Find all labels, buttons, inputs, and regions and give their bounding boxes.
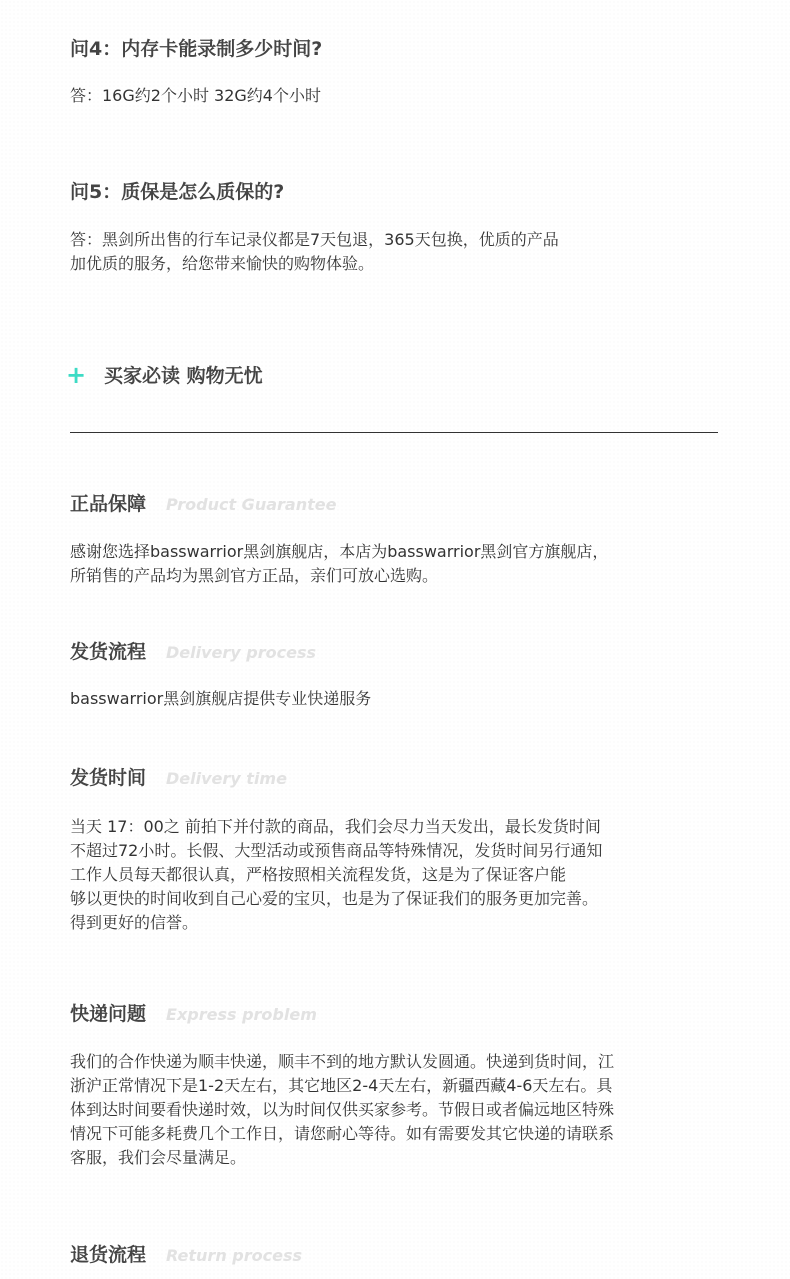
answer-line: 加优质的服务，给您带来愉快的购物体验。	[70, 254, 375, 273]
divider	[70, 432, 718, 433]
section-subtitle: Express problem	[166, 1005, 317, 1024]
body-line: 当天 17：00之 前拍下并付款的商品，我们会尽力当天发出，最长发货时间	[70, 817, 601, 836]
section-body-express-problem	[70, 1050, 614, 1170]
body-line: 所销售的产品均为黑剑官方正品，亲们可放心选购。	[70, 566, 439, 585]
body-line: 客服，我们会尽量满足。	[70, 1148, 247, 1167]
body-line: 情况下可能多耗费几个工作日，请您耐心等待。如有需要发其它快递的请联系	[70, 1124, 615, 1143]
section-header-delivery-process	[70, 637, 316, 664]
section-header-delivery-time	[70, 763, 287, 790]
section-title: 快递问题	[70, 1003, 147, 1025]
section-body-delivery-process	[70, 687, 371, 711]
faq-question-5: 问5：质保是怎么质保的?	[70, 181, 285, 203]
buyer-notice-banner	[66, 361, 263, 388]
section-header-product-guarantee	[70, 489, 336, 516]
section-body-product-guarantee	[70, 540, 608, 588]
body-line: 我们的合作快递为顺丰快递，顺丰不到的地方默认发圆通。快递到货时间，江	[70, 1052, 615, 1071]
banner-title: 买家必读 购物无忧	[104, 365, 263, 387]
body-line: 得到更好的信誉。	[70, 913, 199, 932]
section-subtitle: Return process	[166, 1246, 302, 1265]
section-title: 正品保障	[70, 493, 147, 515]
faq-question-4: 问4：内存卡能录制多少时间?	[70, 38, 323, 60]
section-subtitle: Product Guarantee	[166, 495, 337, 514]
plus-icon: +	[66, 360, 87, 389]
section-header-return-process	[70, 1240, 302, 1267]
answer-line: 答：黑剑所出售的行车记录仪都是7天包退，365天包换，优质的产品	[70, 230, 559, 249]
body-line: 工作人员每天都很认真，严格按照相关流程发货，这是为了保证客户能	[70, 865, 567, 884]
body-line: 感谢您选择basswarrior黑剑旗舰店，本店为basswarrior黑剑官方旗舰店，	[70, 542, 609, 561]
section-subtitle: Delivery process	[166, 643, 317, 662]
faq-answer-4	[70, 84, 321, 108]
body-line: basswarrior黑剑旗舰店提供专业快递服务	[70, 689, 372, 708]
body-line: 体到达时间要看快递时效，以为时间仅供买家参考。节假日或者偏远地区特殊	[70, 1100, 615, 1119]
faq-answer-5	[70, 228, 559, 276]
body-line: 够以更快的时间收到自己心爱的宝贝，也是为了保证我们的服务更加完善。	[70, 889, 599, 908]
section-header-express-problem	[70, 999, 317, 1026]
section-title: 发货流程	[70, 641, 147, 663]
section-subtitle: Delivery time	[166, 769, 287, 788]
body-line: 浙沪正常情况下是1-2天左右，其它地区2-4天左右，新疆西藏4-6天左右。具	[70, 1076, 613, 1095]
section-body-delivery-time	[70, 815, 602, 935]
answer-line: 答：16G约2个小时 32G约4个小时	[70, 86, 321, 105]
section-title: 退货流程	[70, 1244, 147, 1266]
body-line: 不超过72小时。长假、大型活动或预售商品等特殊情况，发货时间另行通知	[70, 841, 603, 860]
section-title: 发货时间	[70, 767, 147, 789]
